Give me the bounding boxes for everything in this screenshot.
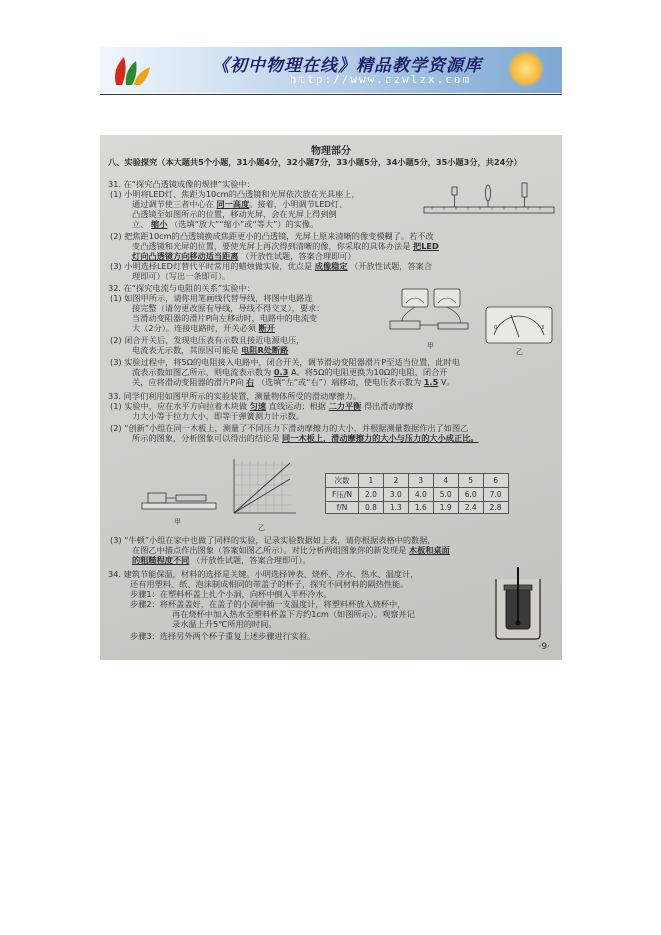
ammeter-dial-yi	[484, 305, 554, 345]
q33-stem: 33. 同学们利用如图甲所示的实验装置，测量物体所受的滑动摩擦力。	[108, 391, 362, 401]
q33-p2-line2: 所示的图象，分析图象可以得出的结论是 同一木板上，滑动摩擦力的大小与压力的大小成正比。	[132, 433, 479, 443]
q32-p1-line4: 大（2分）。连接电路时，开关必须 断开	[132, 323, 275, 333]
page-number: ·9·	[538, 642, 550, 652]
svg-text:3: 3	[541, 325, 545, 331]
table-cell: 3.0	[383, 488, 408, 502]
table-cell: 5.0	[433, 488, 458, 502]
section-heading: 八、实验探究（本大题共5个小题，31小题4分，32小题7分，33小题5分，34小题5分，35小题3分，共24分）	[108, 157, 522, 167]
q31-p3-line1: (3) 小明选择LED灯替代平时常用的蜡烛做实验，优点是 成像稳定 （开放性试题，答案合	[110, 261, 433, 271]
q32-figure-label-yi: 乙	[516, 348, 523, 356]
q31-p2-line2: 变凸透镜和光屏的位置，要使光屏上再次得到清晰的像，你采取的具体办法是 把LED	[132, 241, 439, 251]
q34-line2: 还有用塑料、纸、泡沫制成相同的带盖子的杯子，探究不同材料的隔热性能。	[130, 579, 409, 589]
table-row	[326, 474, 509, 488]
q32-p2-line2: 电流表无示数，其原因可能是 电阻R处断路	[132, 345, 289, 355]
q34-line4: 步骤2：将杯盖盖好，在盖子的小洞中插一支温度计，将塑料杯放入烧杯中，	[130, 599, 406, 609]
table-cell: 2.4	[458, 502, 483, 514]
header-divider	[100, 94, 562, 95]
q33-data-table	[325, 473, 509, 514]
q33-p1-line1: (1) 实验中，应在水平方向拉着木块做 匀速 直线运动；根据 二力平衡 得出滑动摩擦	[110, 401, 414, 411]
q32-p1c: 当滑动变阻器的滑片P向左移动时，电路中的电流变	[132, 313, 318, 323]
banner-url[interactable]: http://www.czwlzx.com	[290, 73, 472, 86]
optical-bench-diagram	[422, 179, 556, 221]
scanned-page-photo	[100, 135, 562, 660]
table-cell: 4	[433, 474, 458, 488]
friction-apparatus-jia	[140, 485, 218, 515]
q34-stem: 34. 建筑节能保温，材料的选择是关键。小明选择钟表、烧杯、冷水、热水、温度计，	[108, 569, 419, 579]
q31-p3c: 理即可）（写出一条即可）。	[132, 271, 231, 281]
q34-line7: 步骤3：选择另外两个杯子重复上述步骤进行实验。	[130, 631, 316, 641]
table-cell: 2	[383, 474, 408, 488]
table-cell: 1.9	[433, 502, 458, 514]
q33-p3-line2: 在图乙中描点作出图象（答案如图乙所示）。对比分析两组图象你的新发现是 木板和桌面	[132, 545, 450, 555]
q31-p1-line2: 通过调节使三者中心在 同一高度。接着，小明调节LED灯、	[132, 199, 348, 209]
friction-graph-yi	[226, 457, 298, 523]
q31-stem: 31. 在“探究凸透镜成像的规律”实验中：	[108, 179, 255, 189]
banner-title: 《初中物理在线》精品教学资源库	[212, 56, 482, 76]
table-cell: 2.0	[358, 488, 383, 502]
table-row	[326, 488, 509, 502]
site-banner	[100, 47, 562, 93]
table-cell: 0.8	[358, 502, 383, 514]
q31-p1-line4: 立、 缩小 （选填“放大”“缩小”或“等大”）的实像。	[132, 219, 319, 229]
section-title: 物理部分	[311, 146, 351, 157]
q33-figure-label-jia: 甲	[174, 518, 181, 526]
q32-p3-line3: 关，应将滑动变阻器的滑片P向 右 （选填“左”或“右”）端移动，使电压表示数为 1.5 V。	[132, 377, 455, 387]
table-cell: 7.0	[483, 488, 508, 502]
circuit-diagram-jia	[382, 283, 482, 349]
table-cell: f/N	[326, 502, 359, 514]
q32-p1b: 接完整（请勿更改原有导线，导线不得交叉），要求：	[132, 303, 325, 313]
q31-p1d: 凸透镜至如图所示的位置，移动光屏，会在光屏上得到倒	[132, 209, 337, 219]
q33-p1d: 力大小等于拉力大小，即等于弹簧测力计示数。	[132, 411, 304, 421]
table-row	[326, 502, 509, 514]
table-cell: F压/N	[326, 488, 359, 502]
table-cell: 1.6	[408, 502, 433, 514]
q34-line5: 再在烧杯中加入热水至塑料杯盖下方约1cm（如图所示）。观察并记	[172, 609, 415, 619]
q34-line6: 录水温上升5℃所用的时间。	[172, 619, 277, 629]
table-cell: 4.0	[408, 488, 433, 502]
q32-p3a: (3) 实验过程中，将5Ω的电阻接入电路中，闭合开关，调节滑动变阻器滑片P至适当位置，此时电	[110, 357, 460, 367]
q33-p2a: (2) “创新”小组在同一木板上，测量了不同压力下滑动摩擦力的大小，并根据测量数据作出了如图乙	[110, 423, 469, 433]
table-cell: 次数	[326, 474, 359, 488]
table-cell: 1	[358, 474, 383, 488]
table-cell: 6.0	[458, 488, 483, 502]
site-logo-icon	[110, 51, 156, 89]
q32-p2a: (2) 闭合开关后，发现电压表有示数且接近电源电压，	[110, 335, 305, 345]
sunflower-icon	[508, 51, 544, 87]
q32-p3-line2: 流表示数如图乙所示，则电流表示数为 0.3 A。将5Ω的电阻更换为10Ω的电阻，闭合开	[132, 367, 448, 377]
q32-p1a: (1) 如图甲所示，请你用笔画线代替导线，将图中电路连	[110, 293, 313, 303]
beaker-apparatus	[492, 565, 544, 641]
q31-p2a: (2) 把焦距10cm的凸透镜换成焦距更小的凸透镜，光屏上原来清晰的像变模糊了。若不改	[110, 231, 434, 241]
table-cell: 1.3	[383, 502, 408, 514]
q33-figure-label-yi: 乙	[258, 524, 265, 532]
q31-p1a: (1) 小明将LED灯、焦距为10cm的凸透镜和光屏依次放在光具座上，	[110, 189, 360, 199]
q34-line3: 步骤1：在塑料杯盖上扎个小洞，向杯中倒入半杯冷水。	[130, 589, 332, 599]
table-cell: 2.8	[483, 502, 508, 514]
q32-stem: 32. 在“探究电流与电阻的关系”实验中：	[108, 283, 255, 293]
q33-p3-line3: 的粗糙程度不同 （开放性试题，答案合理即可）。	[132, 555, 311, 565]
table-cell: 5	[458, 474, 483, 488]
q33-p3a: (3) “牛顿”小组在家中也做了同样的实验，记录实验数据如上表，请你根据表格中的数据，	[110, 535, 436, 545]
table-cell: 3	[408, 474, 433, 488]
svg-text:0: 0	[494, 325, 498, 331]
q31-p2-line3: 灯向凸透镜方向移动适当距离 （开放性试题，答案合理即可）	[132, 251, 356, 261]
q32-figure-label-jia: 甲	[427, 342, 434, 350]
table-cell: 6	[483, 474, 508, 488]
